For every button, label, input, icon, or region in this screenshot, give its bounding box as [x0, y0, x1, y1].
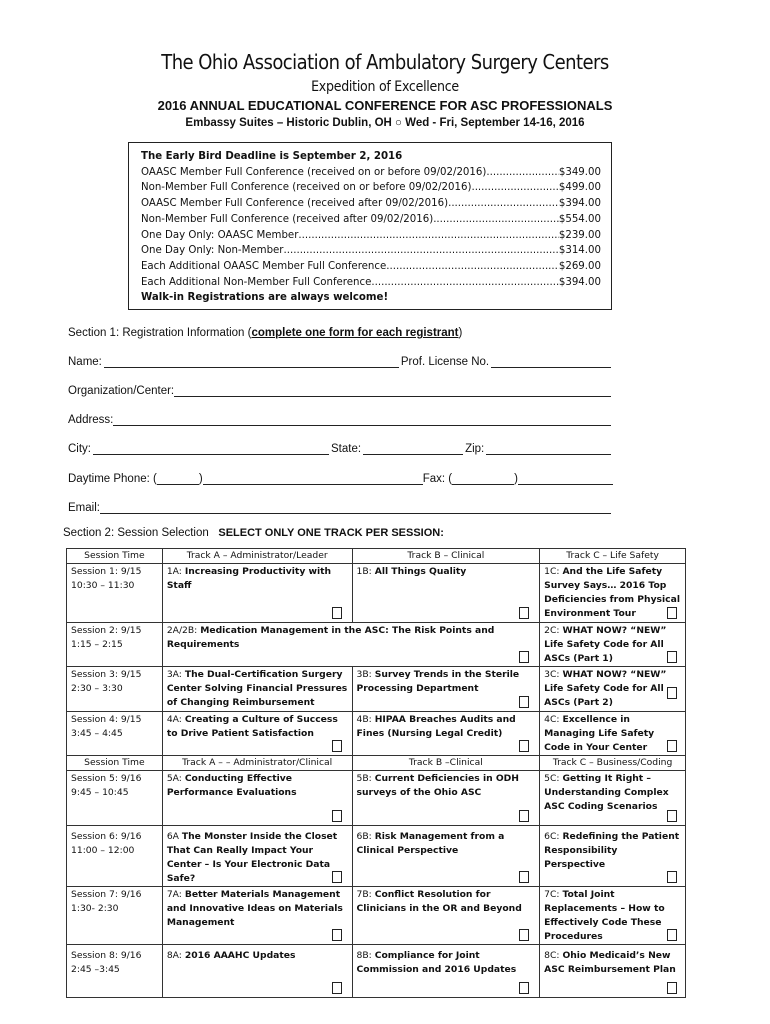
price-row: OAASC Member Full Conference (received on or before 09/02/2016) ..... $349.00 [141, 165, 601, 181]
table-header-row: Session Time Track A – – Administrator/Clinical Track B –Clinical Track C – Business/Coding [67, 756, 686, 771]
checkbox-8b[interactable] [519, 982, 529, 994]
checkbox-1b[interactable] [519, 607, 529, 619]
organization-field[interactable] [174, 385, 611, 397]
checkbox-7c[interactable] [667, 929, 677, 941]
address-field[interactable] [113, 414, 611, 426]
section1-heading: Section 1: Registration Information (complete one form for each registrant) [68, 327, 463, 339]
checkbox-8c[interactable] [667, 982, 677, 994]
venue-dates: Embassy Suites – Historic Dublin, OH ○ Wed - Fri, September 14-16, 2016 [185, 117, 585, 129]
price-row: One Day Only: Non-Member ..... $314.00 [141, 243, 601, 259]
table-row: Session 2: 9/15 1:15 – 2:15 2A/2B: Medication Management in the ASC: The Risk Points and Requirements 2C: WHAT NOW? “NEW” Life Safety Code for All ASCs (Part 1) [67, 623, 686, 667]
table-row: Session 4: 9/15 3:45 – 4:45 4A: Creating a Culture of Success to Drive Patient Satisfaction 4B: HIPAA Breaches Audits and Fines (Nursing Legal Credit) 4C: Excellence in Managing Life Safety Code in Your Center [67, 712, 686, 756]
checkbox-3b[interactable] [519, 696, 529, 708]
checkbox-1c[interactable] [667, 607, 677, 619]
table-row: Session 5: 9/16 9:45 – 10:45 5A: Conducting Effective Performance Evaluations 5B: Current Deficiencies in ODH surveys of the Ohio ASC 5C: Getting It Right – Understanding Complex ASC Coding Scenarios [67, 771, 686, 826]
state-field[interactable] [363, 443, 463, 455]
name-field[interactable] [104, 356, 399, 368]
org-row: Organization/Center: [68, 385, 613, 397]
checkbox-6a[interactable] [332, 871, 342, 883]
price-row: Each Additional Non-Member Full Conference ..... $394.00 [141, 275, 601, 291]
email-field[interactable] [100, 502, 611, 514]
checkbox-1a[interactable] [332, 607, 342, 619]
checkbox-2c[interactable] [667, 651, 677, 663]
city-field[interactable] [93, 443, 329, 455]
checkbox-5a[interactable] [332, 810, 342, 822]
page-subtitle: Expedition of Excellence [311, 79, 459, 95]
checkbox-5b[interactable] [519, 810, 529, 822]
email-row: Email: [68, 502, 613, 514]
table-row: Session 1: 9/15 10:30 – 11:30 1A: Increasing Productivity with Staff 1B: All Things Quality 1C: And the Life Safety Survey Says… 2016 Top Deficiencies from Physical Environment Tour [67, 564, 686, 623]
section2-heading: Section 2: Session Selection SELECT ONLY ONE TRACK PER SESSION: [63, 527, 444, 539]
page-title: The Ohio Association of Ambulatory Surgery Centers [161, 50, 609, 74]
phone-area-field[interactable] [157, 473, 199, 485]
city-row: City: State: Zip: [68, 443, 613, 455]
checkbox-2ab[interactable] [519, 651, 529, 663]
fax-area-field[interactable] [452, 473, 514, 485]
price-row: One Day Only: OAASC Member ..... $239.00 [141, 228, 601, 244]
price-row: Non-Member Full Conference (received after 09/02/2016) ..... $554.00 [141, 212, 601, 228]
table-row: Session 6: 9/16 11:00 – 12:00 6A The Monster Inside the Closet That Can Really Impact Your Center – Is Your Electronic Data Safe? 6B: Risk Management from a Clinical Perspective 6C: Redefining the Patient Responsibility Perspective [67, 826, 686, 887]
zip-field[interactable] [486, 443, 611, 455]
early-bird-deadline: The Early Bird Deadline is September 2, 2016 [141, 151, 403, 162]
pricing-box [128, 142, 612, 310]
phone-row: Daytime Phone: ( ) Fax: ( ) [68, 473, 613, 485]
checkbox-8a[interactable] [332, 982, 342, 994]
walk-in-note: Walk-in Registrations are always welcome! [141, 292, 389, 304]
table-row: Session 3: 9/15 2:30 – 3:30 3A: The Dual-Certification Surgery Center Solving Financial Pressures of Changing Reimbursement 3B: Survey Trends in the Sterile Processing Department 3C: WHAT NOW? “NEW” Life Safety Code for All ASCs (Part 2) [67, 667, 686, 712]
table-row: Session 8: 9/16 2:45 –3:45 8A: 2016 AAAHC Updates 8B: Compliance for Joint Commission and 2016 Updates 8C: Ohio Medicaid’s New ASC Reimbursement Plan [67, 945, 686, 998]
checkbox-3c[interactable] [667, 687, 677, 699]
checkbox-4b[interactable] [519, 740, 529, 752]
checkbox-7a[interactable] [332, 929, 342, 941]
address-row: Address: [68, 414, 613, 426]
name-row: Name: Prof. License No. [68, 356, 613, 368]
conference-name: 2016 ANNUAL EDUCATIONAL CONFERENCE FOR ASC PROFESSIONALS [157, 98, 613, 113]
table-header-row: Session Time Track A – Administrator/Leader Track B – Clinical Track C – Life Safety [67, 549, 686, 564]
checkbox-4c[interactable] [667, 740, 677, 752]
checkbox-6b[interactable] [519, 871, 529, 883]
license-field[interactable] [491, 356, 611, 368]
checkbox-7b[interactable] [519, 929, 529, 941]
fax-field[interactable] [518, 473, 613, 485]
price-row: OAASC Member Full Conference (received after 09/02/2016) ..... $394.00 [141, 196, 601, 212]
checkbox-4a[interactable] [332, 740, 342, 752]
price-row: Non-Member Full Conference (received on or before 09/02/2016) ..... $499.00 [141, 180, 601, 196]
session-table [66, 548, 686, 998]
phone-field[interactable] [203, 473, 423, 485]
price-row: Each Additional OAASC Member Full Conference ..... $269.00 [141, 259, 601, 275]
checkbox-6c[interactable] [667, 871, 677, 883]
checkbox-5c[interactable] [667, 810, 677, 822]
table-row: Session 7: 9/16 1:30- 2:30 7A: Better Materials Management and Innovative Ideas on Materials Management 7B: Conflict Resolution for Clinicians in the OR and Beyond 7C: Total Joint Replacements – How to Effectively Code These Procedures [67, 887, 686, 945]
